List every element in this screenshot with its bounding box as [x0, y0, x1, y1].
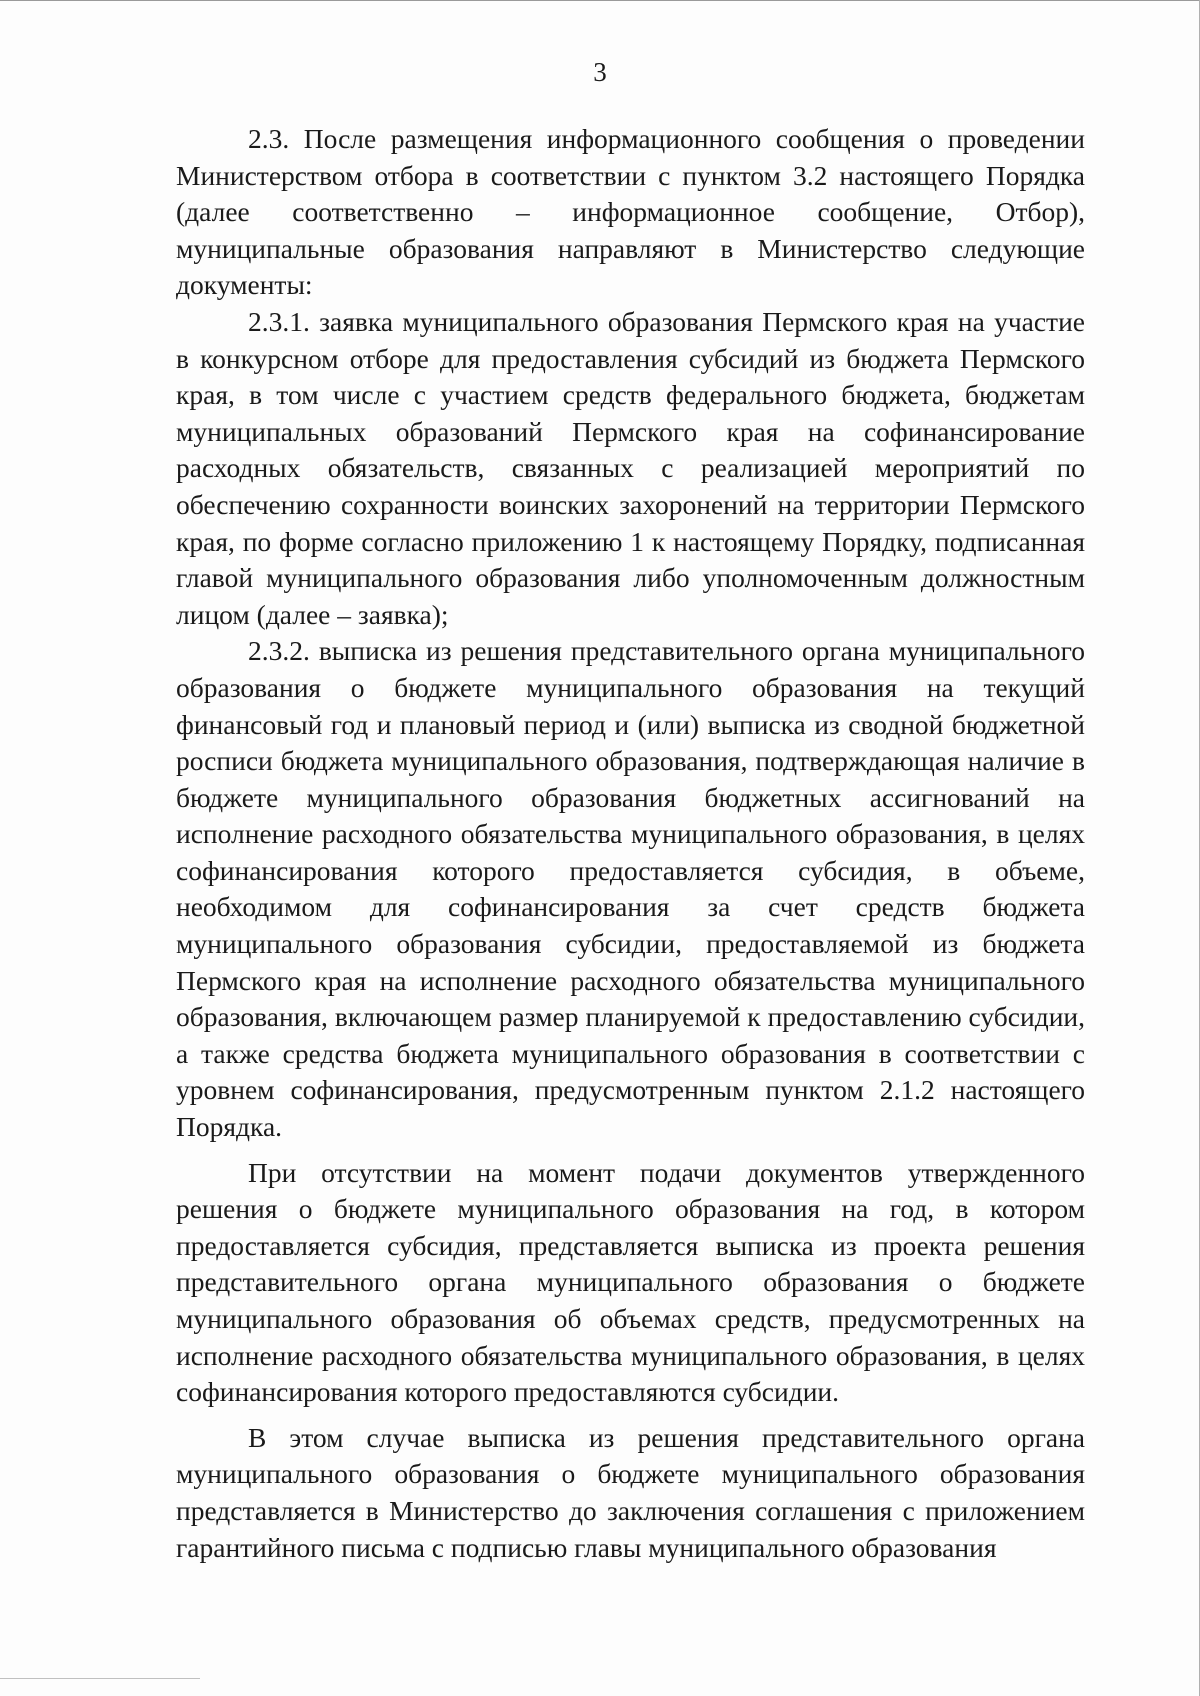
scan-edge-bottom	[0, 1678, 200, 1679]
paragraph-2-3-1: 2.3.1. заявка муниципального образования Пермского края на участие в конкурсном отборе для предоставления субсидий из бюджета Пермского края, в том числе с участием средств федерального бюджета, бюджетам муниципальных образований Пермского края на софинансирование расходных обязательств, связанных с реализацией мероприятий по обеспечению сохранности воинских захоронений на территории Пермского края, по форме согласно приложению 1 к настоящему Порядку, подписанная главой муниципального образования либо уполномоченным должностным лицом (далее – заявка);	[176, 305, 1085, 630]
paragraph-absence-of-decision: При отсутствии на момент подачи документов утвержденного решения о бюджете муниципального образования на год, в котором предоставляется субсидия, представляется выписка из проекта решения представительного органа муниципального образования о бюджете муниципального образования об объемах средств, предусмотренных на исполнение расходного обязательства муниципального образования, в целях софинансирования которого предоставляются субсидии.	[176, 1156, 1085, 1408]
scan-edge-top	[0, 0, 1200, 1]
paragraph-in-this-case: В этом случае выписка из решения представительного органа муниципального образования о бюджете муниципального образования представляется в Министерство до заключения соглашения с приложением гарантийного письма с подписью главы муниципального образования	[176, 1421, 1085, 1563]
page-number: 3	[593, 57, 607, 87]
paragraph-2-3-2: 2.3.2. выписка из решения представительного органа муниципального образования о бюджете муниципального образования на текущий финансовый год и плановый период и (или) выписка из сводной бюджетной росписи бюджета муниципального образования, подтверждающая наличие в бюджете муниципального образования бюджетных ассигнований на исполнение расходного обязательства муниципального образования, в целях софинансирования которого предоставляется субсидия, в объеме, необходимом для софинансирования за счет средств бюджета муниципального образования субсидии, предоставляемой из бюджета Пермского края на исполнение расходного обязательства муниципального образования, включающем размер планируемой к предоставлению субсидии, а также средства бюджета муниципального образования в соответствии с уровнем софинансирования, предусмотренным пунктом 2.1.2 настоящего Порядка.	[176, 635, 1085, 1143]
document-body	[176, 121, 1085, 1566]
paragraph-2-3: 2.3. После размещения информационного сообщения о проведении Министерством отбора в соответствии с пунктом 3.2 настоящего Порядка (далее соответственно – информационное сообщение, Отбор), муниципальные образования направляют в Министерство следующие документы:	[176, 123, 1085, 301]
